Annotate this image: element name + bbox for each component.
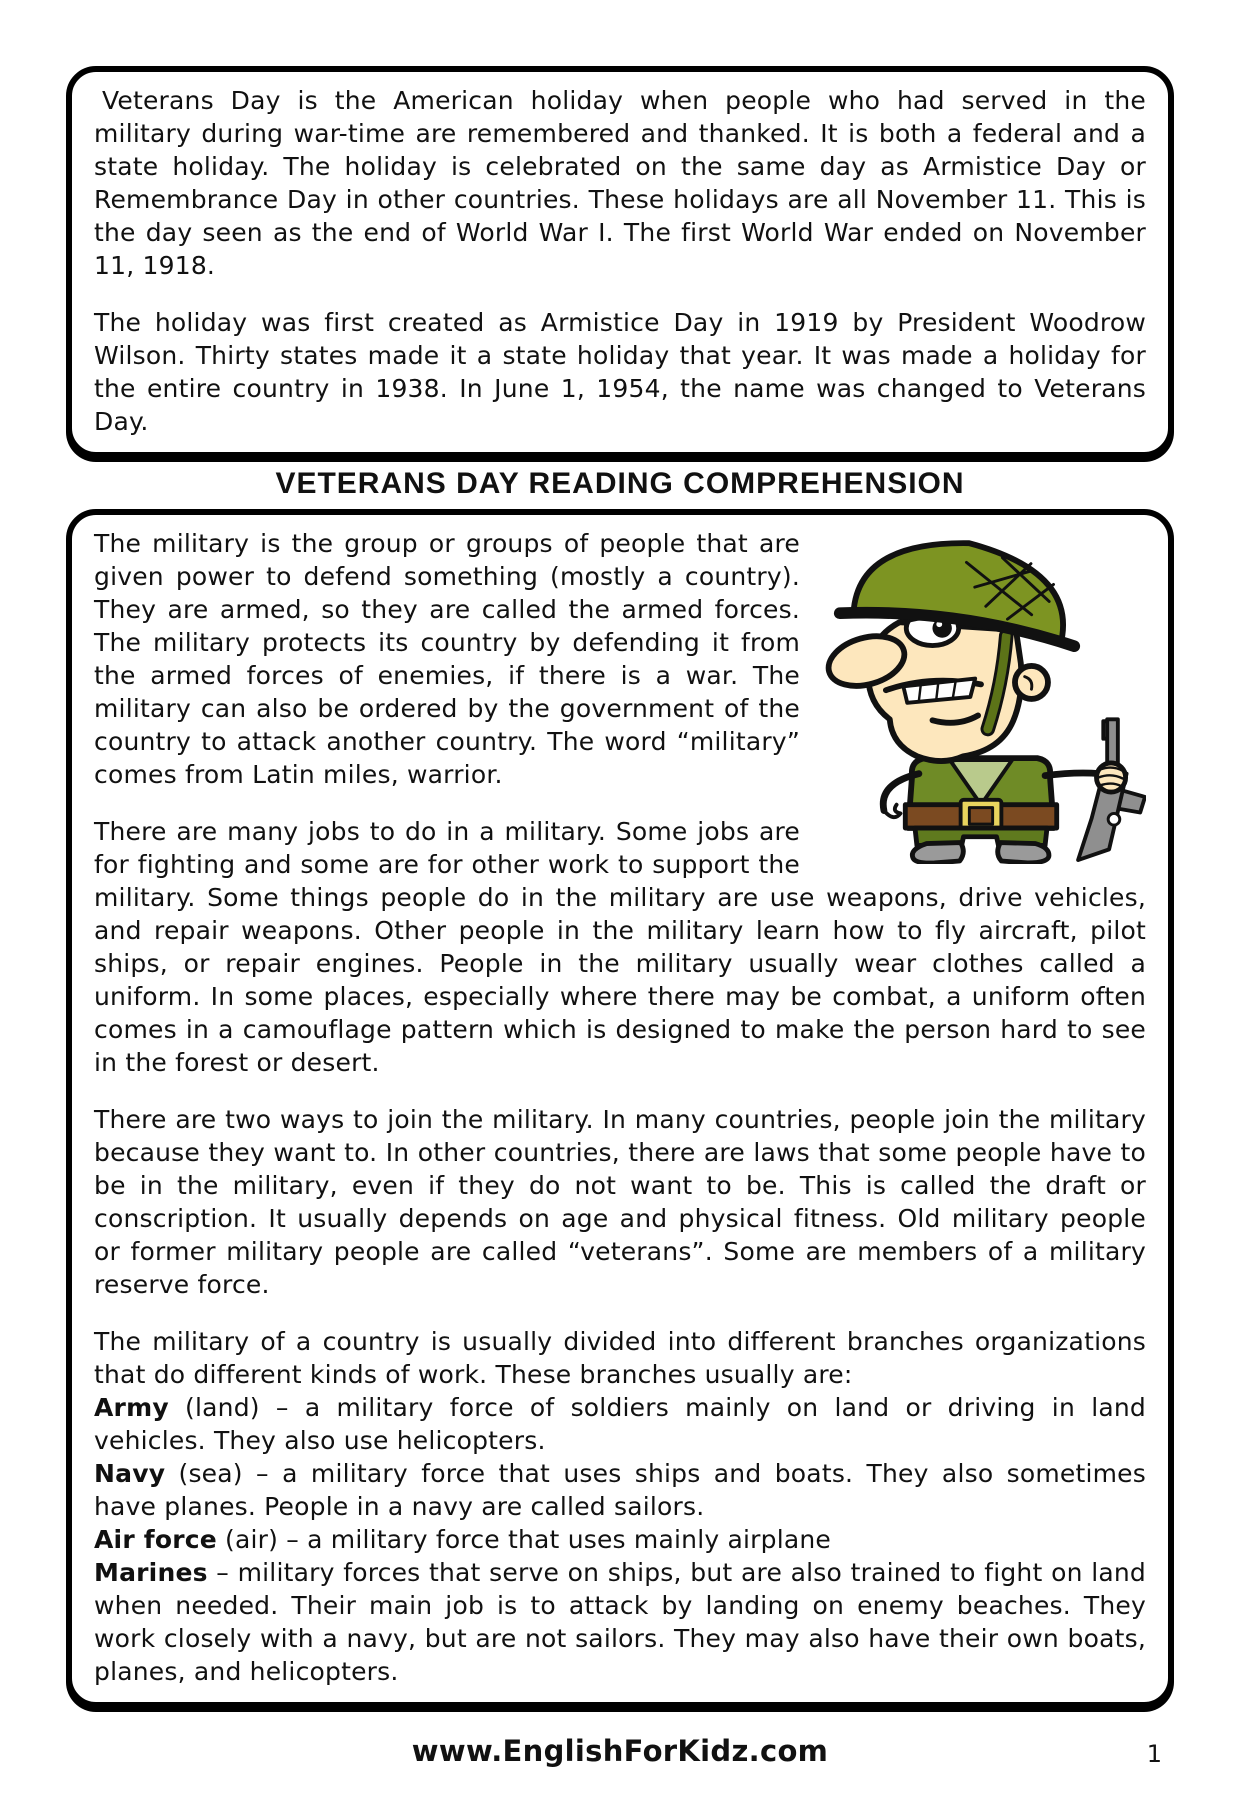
soldier-right-hand <box>1097 763 1126 792</box>
branch-air-force <box>94 1523 1146 1556</box>
passage-paragraph-1: The military is the group or groups of people that are given power to defend something (mostly a country). They are armed, so they are called the armed forces. The military protects its country by defending it from the armed forces of enemies, if there is a war. The military can also be ordered by the government of the country to attack another country. The word “military” comes from Latin miles, warrior. <box>94 529 800 789</box>
intro-paragraph-2: The holiday was first created as Armistice Day in 1919 by President Woodrow Wilson. Thirty states made it a state holiday that year. It was made a holiday for the entire country in 1938. In June 1, 1954, the name was changed to Veterans Day. <box>94 308 1146 436</box>
branch-army <box>94 1391 1146 1457</box>
passage-box <box>66 509 1174 1708</box>
soldier-boots <box>912 843 1049 864</box>
passage-paragraph-2: There are many jobs to do in a military. Some jobs are for fighting and some are for other work to support the military. Some things people do in the military are use weapons, drive vehicles, and repair weapons. Other people in the military learn how to fly aircraft, pilot ships, or repair engines. People in the military usually wear clothes called a uniform. In some places, especially where there may be combat, a uniform often comes in a camouflage pattern which is designed to make the person hard to see in the forest or desert. <box>94 817 1146 1077</box>
page-number: 1 <box>1146 1740 1162 1768</box>
footer <box>0 1734 1240 1814</box>
cartoon-soldier-illustration <box>816 529 1146 864</box>
soldier-right-arm <box>1045 773 1099 776</box>
footer-site-url: www.EnglishForKidz.com <box>411 1734 829 1768</box>
branch-marines-name: Marines <box>94 1558 208 1587</box>
passage-paragraph-3: There are two ways to join the military. In many countries, people join the military because they want to. In other countries, there are laws that some people have to be in the military, even if they do not want to be. This is called the draft or conscription. It usually depends on age and physical fitness. Old military people or former military people are called “veterans”. Some are members of a military reserve force. <box>94 1105 1146 1299</box>
branch-marines-desc: – military forces that serve on ships, but are also trained to fight on land when needed. Their main job is to attack by landing on enemy beaches. They work closely with a navy, but are not sailors. They may also have their own boats, planes, and helicopters. <box>94 1558 1146 1686</box>
intro-box <box>66 66 1174 458</box>
branch-air-force-name: Air force <box>94 1525 217 1554</box>
branch-air-force-desc: (air) – a military force that uses mainly airplane <box>216 1525 831 1554</box>
branches-intro: The military of a country is usually divided into different branches organizations that do different kinds of work. These branches usually are: <box>94 1327 1146 1389</box>
branch-navy-name: Navy <box>94 1459 166 1488</box>
branch-navy-desc: (sea) – a military force that uses ships and boats. They also sometimes have planes. People in a navy are called sailors. <box>94 1459 1146 1521</box>
branch-marines <box>94 1556 1146 1688</box>
worksheet-heading: VETERANS DAY READING COMPREHENSION <box>275 467 965 500</box>
branch-army-desc: (land) – a military force of soldiers mainly on land or driving in land vehicles. They also use helicopters. <box>94 1393 1146 1455</box>
branch-army-name: Army <box>94 1393 169 1422</box>
branch-navy <box>94 1457 1146 1523</box>
intro-paragraph-1: Veterans Day is the American holiday when people who had served in the military during war-time are remembered and thanked. It is both a federal and a state holiday. The holiday is celebrated on the same day as Armistice Day or Remembrance Day in other countries. These holidays are all November 11. This is the day seen as the end of World War I. The first World War ended on November 11, 1918. <box>94 86 1146 280</box>
